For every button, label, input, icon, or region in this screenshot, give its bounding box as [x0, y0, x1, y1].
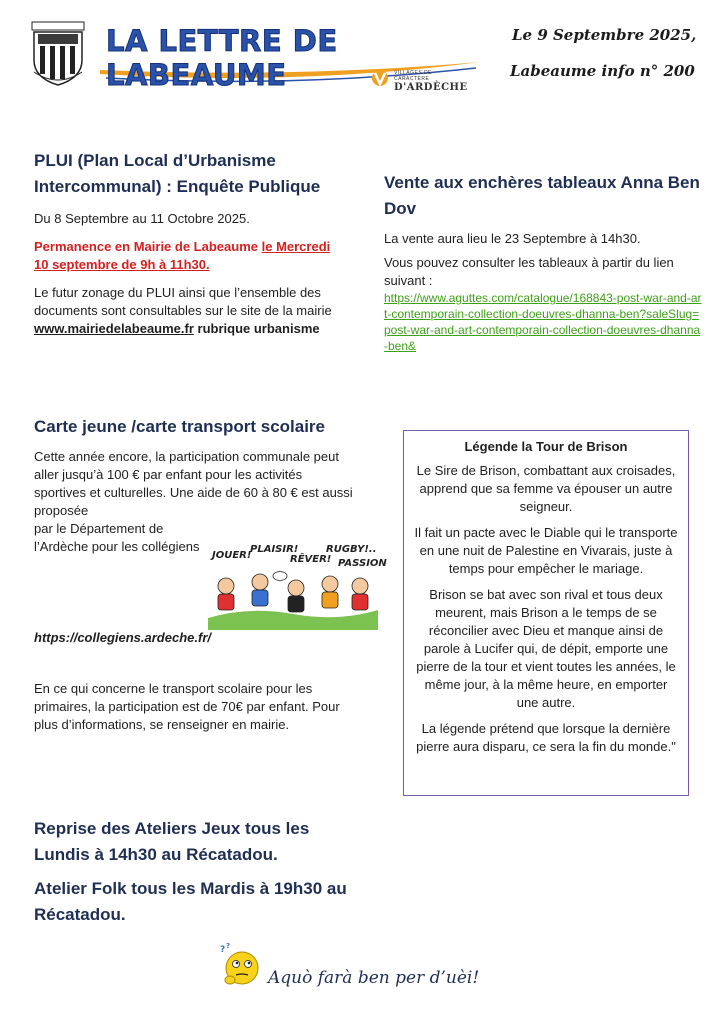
plui-permanence-b: le Mercredi 10 septembre de 9h à 11h30.	[34, 239, 331, 272]
plui-section	[34, 148, 344, 348]
word-jouer: JOUER!	[212, 550, 252, 561]
word-plaisir: PLAISIR!	[250, 544, 299, 555]
mairie-site-link[interactable]: www.mairiedelabeaume.fr	[34, 321, 194, 336]
issue-number: Labeaume info n° 200	[510, 62, 695, 80]
legende-paragraph-2: Il fait un pacte avec le Diable qui le transporte en une nuit de Palestine en Vivarais, juste à temps pour empêcher le mariage.	[414, 525, 678, 576]
kid-3	[288, 580, 304, 612]
legende-paragraph-1: Le Sire de Brison, combattant aux croisades, apprend que sa femme va épouser un autre seigneur.	[416, 463, 676, 514]
word-rever: RÊVER!	[290, 554, 332, 565]
svg-text:?: ?	[226, 942, 231, 950]
village-region: D'ARDÈCHE	[394, 82, 468, 93]
plui-body	[34, 284, 344, 338]
carte-body-1: Cette année encore, la participation communale peut aller jusqu’à 100 € par enfant pour les activités sportives et culturelles. Une aide de 60 à 80 € est aussi proposée	[34, 449, 353, 518]
village-v-logo-icon	[372, 68, 388, 88]
vente-section	[384, 170, 704, 354]
svg-text:?: ?	[220, 945, 226, 955]
newsletter-title: LA LETTRE DE LABEAUME	[106, 24, 338, 92]
kid-5	[352, 578, 368, 610]
plui-heading: PLUI (Plan Local d’Urbanisme Intercommunal) : Enquête Publique	[34, 151, 321, 196]
vente-catalogue-link[interactable]: https://www.aguttes.com/catalogue/168843-post-war-and-art-contemporain-collection-doeuvres-dhanna-ben?saleSlug=post-war-and-art-contemporain-collection-doeuvres-dhanna-ben&	[384, 291, 702, 353]
vente-heading: Vente aux enchères tableaux Anna Ben Dov	[384, 173, 700, 218]
masthead	[96, 20, 496, 92]
village-tagline: VILLAGES DE CARACTÈRE	[394, 70, 433, 82]
kid-4	[322, 576, 338, 608]
kids-sports-illustration	[208, 540, 387, 630]
ateliers-jeux: Reprise des Ateliers Jeux tous les Lundis à 14h30 au Récatadou.	[34, 819, 310, 864]
plui-body-b: rubrique urbanisme	[193, 321, 320, 336]
atelier-folk: Atelier Folk tous les Mardis à 19h30 au Récatadou.	[34, 879, 347, 924]
plui-dates: Du 8 Septembre au 11 Octobre 2025.	[34, 211, 250, 226]
carte-heading: Carte jeune /carte transport scolaire	[34, 417, 326, 436]
carte-body-2: par le Département de l’Ardèche pour les collégiens	[34, 521, 200, 554]
word-passion: PASSION	[338, 558, 387, 569]
plui-permanence-a: Permanence en Mairie de Labeaume	[34, 239, 262, 254]
thinking-smiley-icon	[218, 942, 262, 990]
collegiens-link[interactable]: https://collegiens.ardeche.fr/	[34, 630, 211, 645]
legende-paragraph-4: La légende prétend que lorsque la dernière pierre aura disparu, ce sera la fin du monde."	[416, 721, 676, 754]
vente-consult: Vous pouvez consulter les tableaux à partir du lien suivant :	[384, 255, 674, 288]
legende-paragraph-3: Brison se bat avec son rival et tous deux meurent, mais Brison a le temps de se réconcilier avec Dieu et manque ainsi de parole à Lucifer qui, de dépit, emporte une pierre de la tour et vient toutes les années, le même jour, à la même heure, en emporter une autre.	[416, 587, 676, 710]
word-rugby: RUGBY!..	[326, 544, 377, 555]
carte-section	[34, 414, 354, 556]
transport-scolaire-text: En ce qui concerne le transport scolaire pour les primaires, la participation est de 70€ par enfant. Pour plus d’informations, se renseigner en mairie.	[34, 681, 340, 732]
legende-heading: Légende la Tour de Brison	[464, 439, 628, 454]
vente-date: La vente aura lieu le 23 Septembre à 14h30.	[384, 231, 641, 246]
kid-2	[252, 574, 268, 606]
kid-1	[218, 578, 234, 610]
plui-body-a: Le futur zonage du PLUI ainsi que l’ensemble des documents sont consultables sur le site de la mairie	[34, 285, 332, 318]
rugby-ball-icon	[273, 572, 287, 581]
plui-permanence	[34, 238, 344, 274]
issue-date: Le 9 Septembre 2025,	[512, 26, 697, 44]
occitan-motto: Aquò farà ben per d’uèi!	[268, 968, 480, 988]
ateliers-section	[34, 816, 354, 936]
labeaume-crest-icon	[30, 22, 86, 86]
legende-box	[403, 430, 689, 796]
